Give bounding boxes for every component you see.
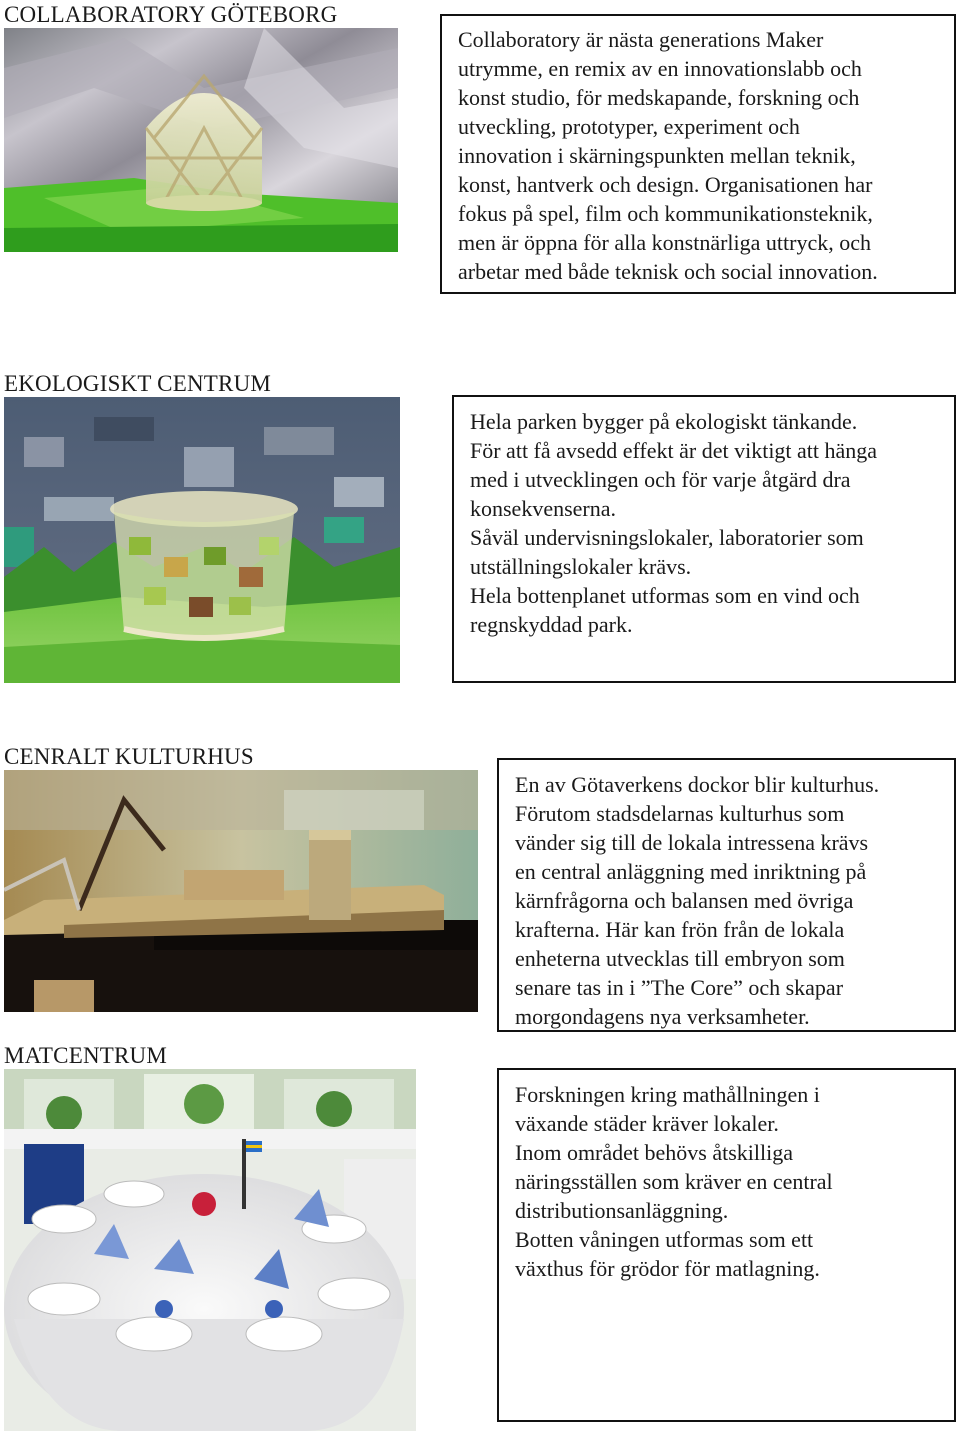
kulturhus-text	[515, 770, 954, 1031]
text-line: konst, hantverk och design. Organisationen har	[458, 172, 873, 197]
matcentrum-photo	[4, 1069, 416, 1431]
text-line: växande städer kräver lokaler.	[515, 1111, 779, 1136]
text-line: utrymme, en remix av en innovationslabb och	[458, 56, 862, 81]
text-line: med i utvecklingen och för varje åtgärd dra	[470, 467, 851, 492]
section-title-collaboratory: COLLABORATORY GÖTEBORG	[4, 2, 338, 27]
text-line: innovation i skärningspunkten mellan teknik,	[458, 143, 856, 168]
text-line: För att få avsedd effekt är det viktigt att hänga	[470, 438, 878, 463]
text-line: regnskyddad park.	[470, 612, 633, 637]
ekologiskt-photo	[4, 397, 400, 683]
text-line: Hela bottenplanet utformas som en vind och	[470, 583, 860, 608]
text-line: arbetar med både teknisk och social innovation.	[458, 259, 878, 284]
matcentrum-textbox	[497, 1068, 956, 1422]
text-line: fokus på spel, film och kommunikationsteknik,	[458, 201, 873, 226]
kulturhus-textbox	[497, 758, 956, 1032]
text-line: växthus för grödor för matlagning.	[515, 1256, 820, 1281]
text-line: En av Götaverkens dockor blir kulturhus.	[515, 772, 880, 797]
text-line: vänder sig till de lokala intressena krävs	[515, 830, 869, 855]
ekologiskt-textbox	[452, 395, 956, 683]
text-line: en central anläggning med inriktning på	[515, 859, 867, 884]
text-line: konsekvenserna.	[470, 496, 617, 521]
text-line: morgondagens nya verksamheter.	[515, 1004, 810, 1029]
text-line: krafterna. Här kan frön från de lokala	[515, 917, 845, 942]
text-line: Såväl undervisningslokaler, laboratorier som	[470, 525, 864, 550]
collaboratory-text	[458, 25, 954, 286]
section-title-kulturhus: CENRALT KULTURHUS	[4, 744, 254, 769]
text-line: men är öppna för alla konstnärliga uttryck, och	[458, 230, 871, 255]
matcentrum-text	[515, 1080, 954, 1283]
collaboratory-photo	[4, 28, 398, 252]
dining-table-icon	[4, 1069, 416, 1431]
text-line: kärnfrågorna och balansen med övriga	[515, 888, 854, 913]
dome-model-icon	[4, 28, 398, 252]
text-line: Forskningen kring mathållningen i	[515, 1082, 820, 1107]
text-line: enheterna utvecklas till embryon som	[515, 946, 845, 971]
text-line: Botten våningen utformas som ett	[515, 1227, 814, 1252]
dock-ship-model-icon	[4, 770, 478, 1012]
kulturhus-photo	[4, 770, 478, 1012]
text-line: senare tas in i ”The Core” och skapar	[515, 975, 844, 1000]
collaboratory-textbox	[440, 14, 956, 294]
text-line: Förutom stadsdelarnas kulturhus som	[515, 801, 845, 826]
text-line: Collaboratory är nästa generations Maker	[458, 27, 824, 52]
text-line: utveckling, prototyper, experiment och	[458, 114, 800, 139]
text-line: konst studio, för medskapande, forskning och	[458, 85, 860, 110]
text-line: Hela parken bygger på ekologiskt tänkande.	[470, 409, 858, 434]
text-line: utställningslokaler krävs.	[470, 554, 692, 579]
section-title-matcentrum: MATCENTRUM	[4, 1043, 168, 1068]
ekologiskt-text	[470, 407, 954, 639]
text-line: näringsställen som kräver en central	[515, 1169, 833, 1194]
text-line: Inom området behövs åtskilliga	[515, 1140, 793, 1165]
section-title-ekologiskt: EKOLOGISKT CENTRUM	[4, 371, 272, 396]
glass-cylinder-model-icon	[4, 397, 400, 683]
text-line: distributionsanläggning.	[515, 1198, 729, 1223]
